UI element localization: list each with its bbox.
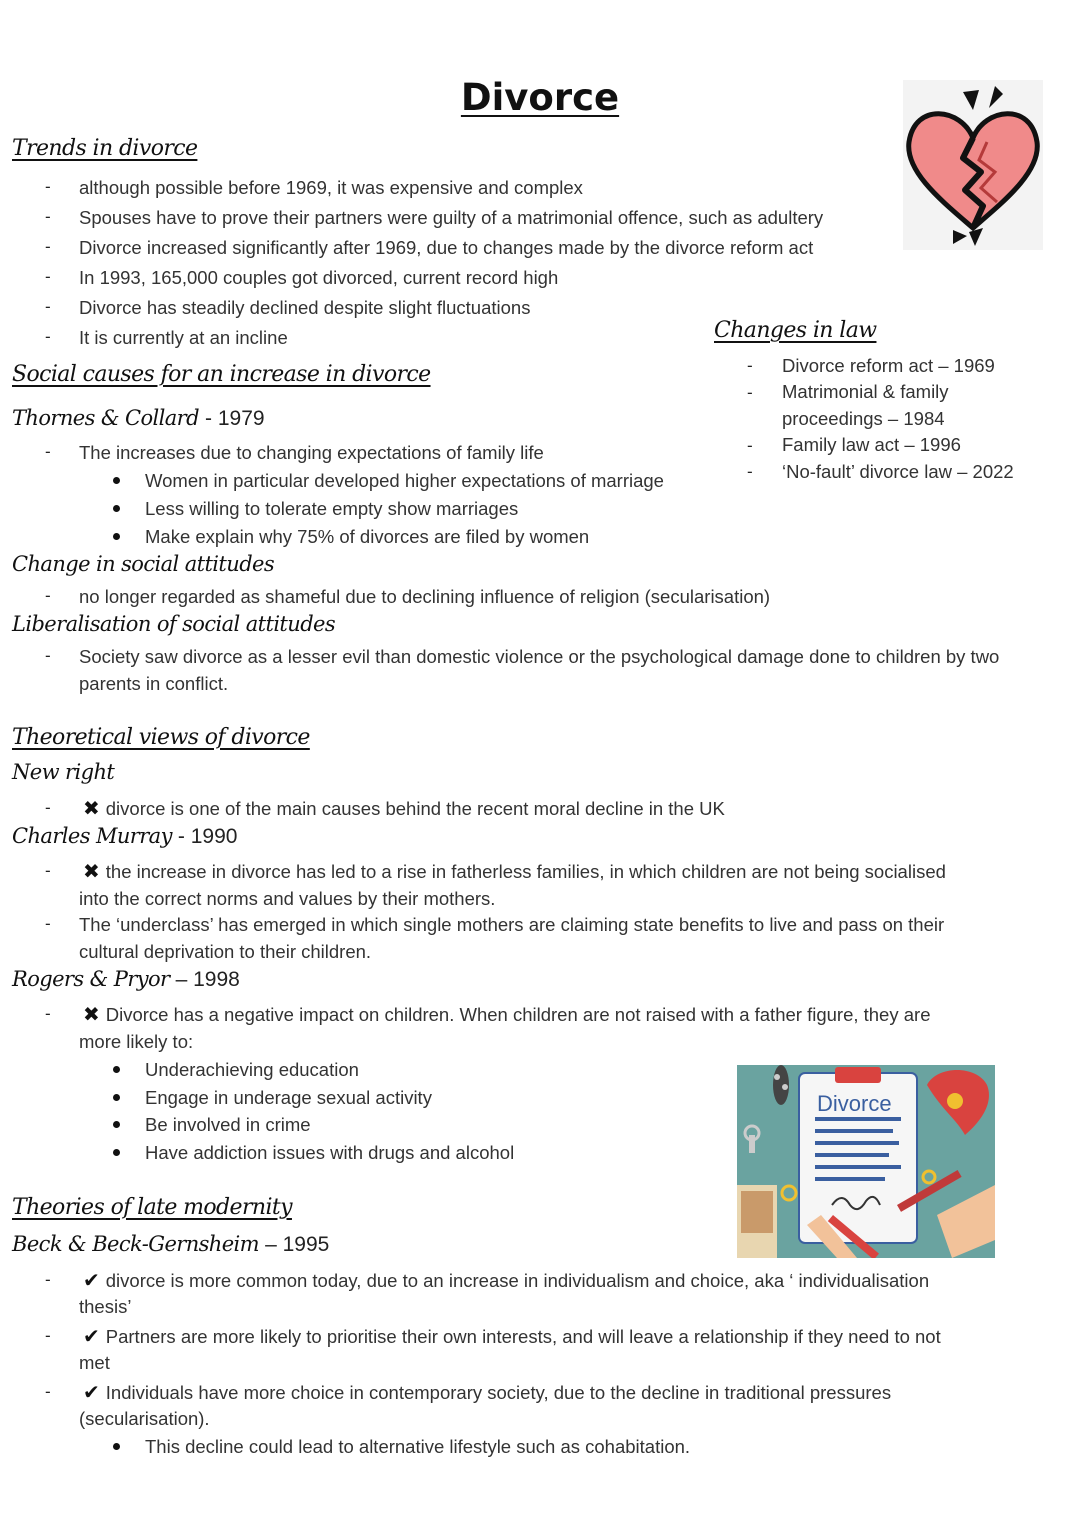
dash-icon: -: [747, 462, 753, 481]
list-item-continuation: parents in conflict.: [79, 673, 229, 694]
dash-icon: -: [45, 586, 51, 605]
list-item: Divorce has steadily declined despite slight fluctuations: [79, 297, 531, 318]
dash-icon: -: [45, 177, 51, 196]
list-item-continuation: (secularisation).: [79, 1408, 210, 1429]
divorce-clipboard-image: [737, 1065, 995, 1258]
author-name: Charles Murray: [12, 824, 172, 848]
cross-icon: ✖: [83, 861, 100, 883]
list-item: ‘No-fault’ divorce law – 2022: [782, 461, 1014, 482]
social-causes-heading: Social causes for an increase in divorce: [12, 362, 431, 387]
dash-icon: -: [45, 1004, 51, 1023]
cross-icon: ✖: [83, 1004, 100, 1026]
list-item: This decline could lead to alternative lifestyle such as cohabitation.: [145, 1436, 691, 1457]
list-item: no longer regarded as shameful due to declining influence of religion (secularisation): [79, 586, 771, 607]
author-year: - 1979: [205, 407, 265, 430]
beck-heading: [12, 1232, 329, 1257]
dash-icon: -: [45, 267, 51, 286]
author-name: Beck & Beck-Gernsheim: [12, 1232, 259, 1256]
author-name: Rogers & Pryor: [12, 967, 170, 991]
list-item: The ‘underclass’ has emerged in which single mothers are claiming state benefits to live and pass on their: [79, 914, 945, 935]
dash-icon: -: [45, 442, 51, 461]
bullet-icon: [113, 1066, 120, 1073]
trends-heading: Trends in divorce: [12, 136, 198, 161]
list-item: although possible before 1969, it was expensive and complex: [79, 177, 583, 198]
list-item: Be involved in crime: [145, 1114, 311, 1135]
list-item: Make explain why 75% of divorces are filed by women: [145, 526, 590, 547]
list-item: [83, 1379, 891, 1407]
bullet-icon: [113, 477, 120, 484]
charles-murray-heading: [12, 824, 237, 849]
list-item: Underachieving education: [145, 1059, 359, 1080]
list-item: [83, 1323, 941, 1351]
point-text: the increase in divorce has led to a rise in fatherless families, in which children are not being socialised: [105, 861, 946, 882]
list-item: Spouses have to prove their partners were guilty of a matrimonial offence, such as adultery: [79, 207, 824, 228]
list-item: Society saw divorce as a lesser evil than domestic violence or the psychological damage done to children by two: [79, 646, 1000, 667]
bullet-icon: [113, 1094, 120, 1101]
list-item-continuation: into the correct norms and values by their mothers.: [79, 888, 496, 909]
dash-icon: -: [45, 237, 51, 256]
point-text: Individuals have more choice in contemporary society, due to the decline in traditional pressures: [105, 1382, 892, 1403]
liberalisation-heading: Liberalisation of social attitudes: [12, 612, 336, 636]
list-item-continuation: more likely to:: [79, 1031, 194, 1052]
check-icon: ✔: [83, 1382, 100, 1404]
broken-heart-icon: [903, 80, 1043, 250]
list-item: [83, 1267, 929, 1295]
broken-heart-image: [903, 80, 1043, 250]
thornes-collard-heading: [12, 406, 265, 431]
list-item: Divorce increased significantly after 1969, due to changes made by the divorce reform act: [79, 237, 814, 258]
bullet-icon: [113, 1149, 120, 1156]
dash-icon: -: [45, 1382, 51, 1401]
list-item: [83, 795, 725, 823]
list-item: Engage in underage sexual activity: [145, 1087, 432, 1108]
list-item: Matrimonial & family: [782, 381, 949, 402]
list-item: Have addiction issues with drugs and alcohol: [145, 1142, 515, 1163]
dash-icon: -: [45, 297, 51, 316]
list-item: Less willing to tolerate empty show marriages: [145, 498, 519, 519]
law-heading: Changes in law: [714, 318, 877, 343]
bullet-icon: [113, 533, 120, 540]
check-icon: ✔: [83, 1326, 100, 1348]
clipboard-label: Divorce: [817, 1091, 892, 1116]
point-text: Partners are more likely to prioritise their own interests, and will leave a relationship if they need to not: [105, 1326, 941, 1347]
dash-icon: -: [45, 207, 51, 226]
theoretical-views-heading: Theoretical views of divorce: [12, 725, 310, 750]
author-name: Thornes & Collard: [12, 406, 199, 430]
check-icon: ✔: [83, 1270, 100, 1292]
list-item: [83, 858, 946, 886]
list-item-continuation: met: [79, 1352, 110, 1373]
list-item: Women in particular developed higher expectations of marriage: [145, 470, 664, 491]
list-item-continuation: thesis’: [79, 1296, 132, 1317]
list-item: proceedings – 1984: [782, 408, 945, 429]
dash-icon: -: [45, 1270, 51, 1289]
point-text: Divorce has a negative impact on children. When children are not raised with a father figure, they are: [105, 1004, 931, 1025]
list-item-continuation: cultural deprivation to their children.: [79, 941, 372, 962]
dash-icon: -: [747, 356, 753, 375]
dash-icon: -: [45, 646, 51, 665]
list-item: Family law act – 1996: [782, 434, 961, 455]
social-attitudes-heading: Change in social attitudes: [12, 552, 275, 576]
dash-icon: -: [45, 914, 51, 933]
dash-icon: -: [45, 798, 51, 817]
rogers-pryor-heading: [12, 967, 240, 992]
dash-icon: -: [45, 1326, 51, 1345]
bullet-icon: [113, 505, 120, 512]
cross-icon: ✖: [83, 798, 100, 820]
dash-icon: -: [45, 327, 51, 346]
bullet-icon: [113, 1443, 120, 1450]
list-item: The increases due to changing expectations of family life: [79, 442, 544, 463]
page-title: Divorce: [460, 76, 620, 119]
author-year: – 1995: [265, 1233, 330, 1256]
bullet-icon: [113, 1121, 120, 1128]
list-item: It is currently at an incline: [79, 327, 288, 348]
new-right-heading: New right: [12, 760, 115, 784]
dash-icon: -: [45, 861, 51, 880]
author-year: - 1990: [177, 825, 238, 848]
point-text: divorce is one of the main causes behind the recent moral decline in the UK: [105, 798, 725, 819]
dash-icon: -: [747, 436, 753, 455]
point-text: divorce is more common today, due to an increase in individualism and choice, aka ‘ individualisation: [105, 1270, 930, 1291]
list-item: [83, 1001, 930, 1029]
author-year: – 1998: [175, 968, 240, 991]
list-item: In 1993, 165,000 couples got divorced, current record high: [79, 267, 559, 288]
dash-icon: -: [747, 383, 753, 402]
late-modernity-heading: Theories of late modernity: [12, 1195, 292, 1220]
list-item: Divorce reform act – 1969: [782, 355, 995, 376]
